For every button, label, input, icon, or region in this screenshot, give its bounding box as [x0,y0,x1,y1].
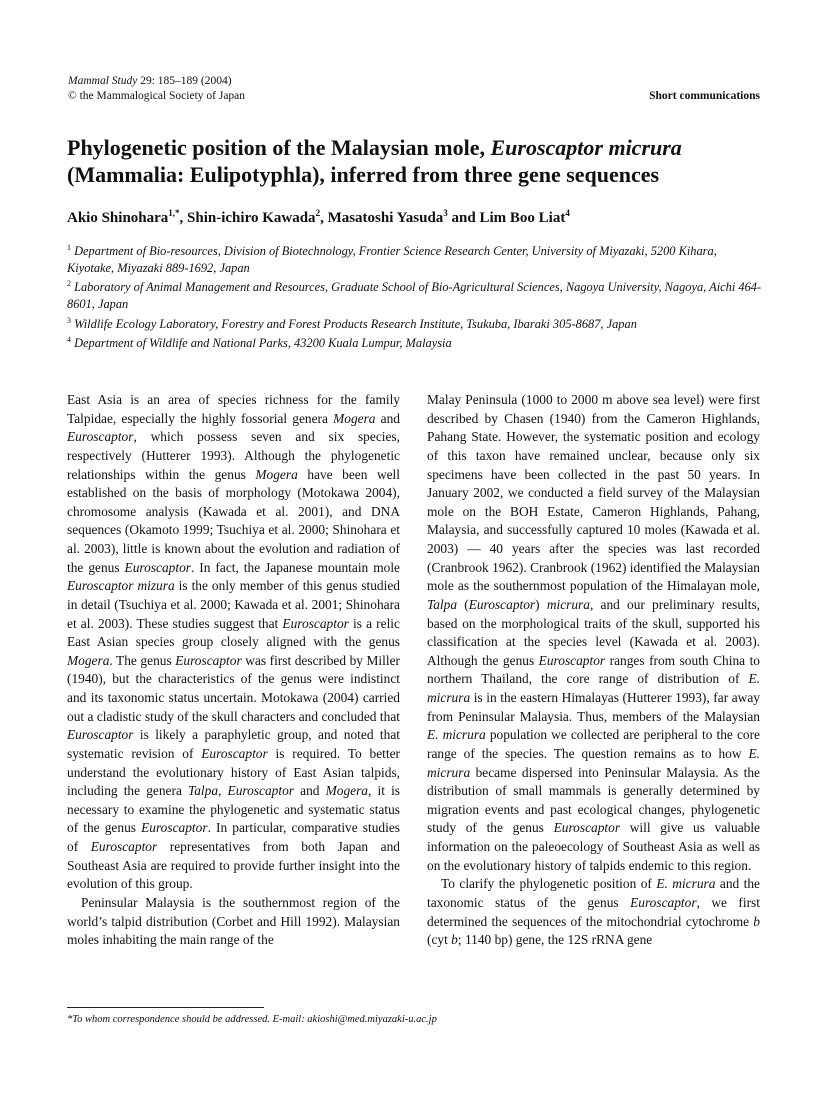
italic-term: E. micrura [656,876,716,892]
text-run: will give us valuable information on the paleoecology of Southeast Asia as well as on the evolutionary history of talpids endemic to this region. [427,820,760,873]
affiliation-text: Department of Bio-resources, Division of Biotechnology, Frontier Science Research Center, University of Miyazaki, 5200 Kihara, Kiyotake, Miyazaki 889-1692, Japan [67,244,717,275]
italic-term: Euroscaptor [468,596,536,612]
text-run: . In fact, the Japanese mountain mole [191,559,400,575]
text-run: . The genus [109,652,176,668]
text-run: (cyt [427,932,452,948]
author-affiliation-mark: 4 [565,208,570,218]
text-run: ranges from south China to northern Thailand, the core range of distribution of [427,652,760,687]
text-run: ; 1140 bp) gene, the 12S rRNA gene [457,932,653,948]
text-run: and the taxonomic status of the genus [427,876,760,910]
italic-term: E. micrura [427,745,760,780]
italic-term: Mogera [255,466,298,482]
text-run: was first described by Miller (1940), but the characteristics of the genus were indistinct and its taxonomic status uncertain. Motokawa (2004) carried out a cladistic study of the skull characters and concluded that [67,652,400,724]
text-run: Malay Peninsula (1000 to 2000 m above sea level) were first described by Chasen (1940) from the Cameron Highlands, Pahang State. However, the systematic position and ecology of this taxon have remained unclear, because only six specimens have been collected in the past 50 years. In January 2002, we conducted a field survey of the Malaysian mole on the BOH Estate, Cameron Highlands, Pahang, Malaysia, and successfully captured 10 moles (Kawada et al. 2003) — 40 years after the species was last recorded (Cranbrook 1962). Cranbrook (1962) identified the Malaysian mole as the southernmost population of the Himalayan mole, [427,392,760,594]
text-run: population we collected are peripheral to the core range of the species. The question remains as to how [427,727,760,761]
italic-term: Euroscaptor [67,429,134,445]
italic-term: Euroscaptor [553,820,621,836]
italic-term: Euroscaptor [67,727,134,743]
paragraph [427,875,760,950]
italic-term: Euroscaptor [538,652,606,668]
affiliation [67,313,767,333]
text-run: . In particular, comparative studies of [67,820,400,854]
italic-term: Euroscaptor [90,839,158,854]
affiliation-number: 1 [67,243,71,252]
text-run: have been well established on the basis of morphology (Motokawa 2004), chromosome analysis (Kawada et al. 2001), and DNA sequences (Okamoto 1999; Tsuchiya et al. 2000; Shinohara et al. 2003), little is known about the evolution and radiation of the genus [67,466,400,575]
copyright: © the Mammalogical Society of Japan [68,90,246,102]
text-run: , it is necessary to examine the phylogenetic and systematic status of the genus [67,783,400,836]
volume-pages: 29: 185–189 (2004) [137,75,232,87]
footnote-rule [67,1007,264,1008]
affiliations [67,240,767,352]
text-run: is a relic East Asian species group closely aligned with the genus [67,615,400,650]
author-list [67,208,570,227]
text-run: is the only member of this genus studied in detail (Tsuchiya et al. 2000; Kawada et al. 2001; Shinohara et al. 2003). These studies suggest that [67,578,400,631]
italic-term: Mogera [325,783,369,799]
text-run: Peninsular Malaysia is the southernmost region of the world’s talpid distribution (Corbet and Hill 1992). Malaysian moles inhabiting the main range of the [67,894,400,948]
affiliation [67,240,767,276]
text-run: , [218,783,228,799]
author-name: Lim Boo Liat [479,210,566,226]
paragraph [427,391,760,875]
affiliation-text: Department of Wildlife and National Parks, 43200 Kuala Lumpur, Malaysia [71,336,452,351]
italic-term: b [753,913,760,929]
italic-term: Mogera [67,652,110,668]
text-run: East Asia is an area of species richness for the family Talpidae, especially the highly fossorial genera [67,392,400,426]
text-run: became dispersed into Peninsular Malaysia. As the distribution of small mammals is generally determined by migration events and past ecological changes, phylogenetic study of the genus [427,764,760,836]
italic-term: Euroscaptor [141,820,208,836]
italic-term: b [451,932,458,948]
author-affiliation-mark: 3 [443,208,448,218]
author-separator: , [320,210,328,226]
text-run: representatives from both Japan and Southeast Asia are required to provide further insight into the evolution of this group. [67,839,400,892]
italic-term: micrura [546,596,590,612]
italic-term: E. micrura [427,671,760,705]
italic-term: Talpa [188,783,219,799]
affiliation-text: Laboratory of Animal Management and Resources, Graduate School of Bio-Agricultural Sciences, Nagoya University, Nagoya, Aichi 464-8601, Japan [67,280,762,312]
section-label: Short communications [649,90,760,102]
text-run: ( [457,596,469,612]
author-name: Akio Shinohara [67,210,169,226]
text-run: and [294,783,326,799]
paper-title: Phylogenetic position of the Malaysian mole, Euroscaptor micrura (Mammalia: Eulipotyphla), inferred from three gene sequences [67,135,682,187]
text-run: is likely a paraphyletic group, and noted that systematic revision of [67,727,400,761]
affiliation-number: 4 [67,335,71,345]
correspondence-footnote: *To whom correspondence should be addressed. E-mail: akioshi@med.miyazaki-u.ac.jp [67,1014,437,1025]
journal-name: Mammal Study [68,75,138,87]
body-column-right [427,391,760,950]
author-name: Masatoshi Yasuda [327,210,444,226]
text-run: , which possess seven and six species, respectively (Hutterer 1993). Although the phylogenetic relationships within the genus [67,429,400,482]
italic-term: Euroscaptor [175,652,242,668]
affiliation-text: Wildlife Ecology Laboratory, Forestry and Forest Products Research Institute, Tsukuba, Ibaraki 305-8687, Japan [71,316,637,331]
text-run: and [375,410,400,426]
text-run: is required. To better understand the evolutionary history of East Asian talpids, including the genera [67,745,400,799]
affiliation-number: 3 [67,315,71,325]
italic-term: Euroscaptor [630,894,697,910]
italic-term: Mogera [333,410,376,426]
italic-term: Euroscaptor [282,615,349,631]
running-header [68,74,245,104]
affiliation [67,332,767,352]
author-separator: , [179,210,188,226]
text-run: is in the eastern Himalayas (Hutterer 1993), far away from Peninsular Malaysia. Thus, members of the Malaysian [427,690,760,724]
author-affiliation-mark: 2 [315,208,321,218]
italic-term: Euroscaptor [227,783,294,799]
paragraph [67,391,400,894]
author-name: Shin-ichiro Kawada [187,210,316,226]
text-run: , we first determined the sequences of the mitochondrial cytochrome [427,894,760,929]
italic-term: Euroscaptor mizura [67,578,175,594]
italic-term: Euroscaptor [201,745,268,761]
text-run: ) [535,596,547,612]
body-column-left [67,391,400,950]
italic-term: Talpa [427,596,458,612]
text-run: , and our preliminary results, based on the morphological traits of the skull, supported his classification at the species level (Kawada et al. 2003). Although the genus [427,596,761,668]
title-species: Euroscaptor micrura [490,135,682,160]
affiliation [67,276,767,312]
italic-term: E. micrura [427,727,486,743]
text-run: To clarify the phylogenetic position of [441,876,657,892]
paragraph [67,894,400,950]
author-affiliation-mark: 1,* [168,208,180,218]
author-separator: and [447,210,480,226]
italic-term: Euroscaptor [124,559,191,575]
affiliation-number: 2 [67,279,71,289]
